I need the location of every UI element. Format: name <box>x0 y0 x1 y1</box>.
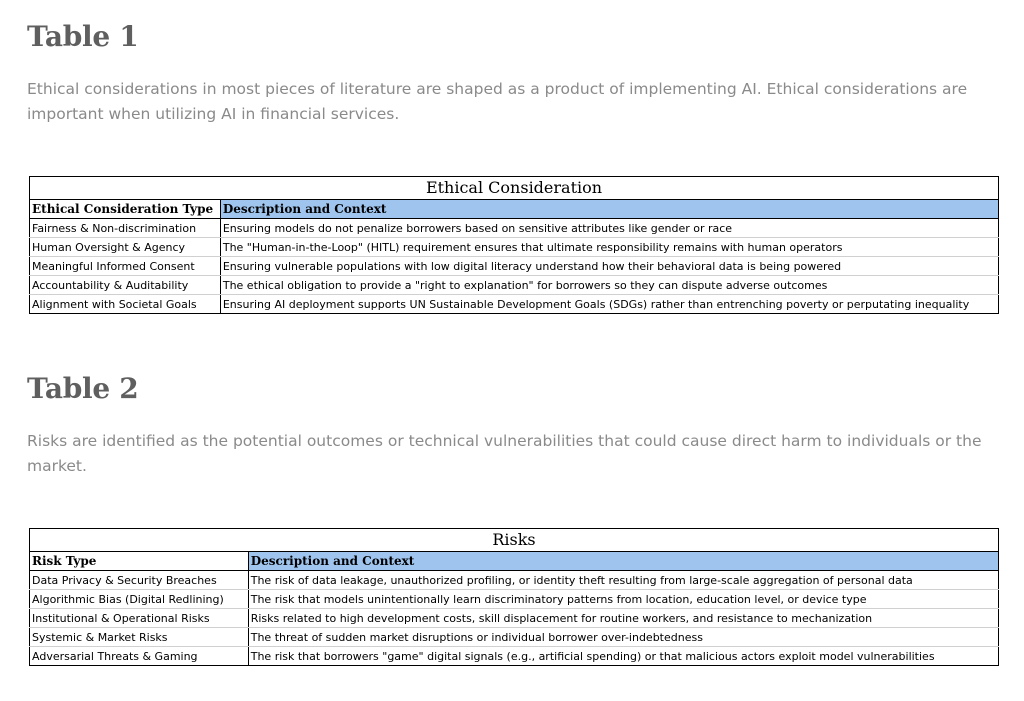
table1-intro: Ethical considerations in most pieces of literature are shaped as a product of implementing AI. Ethical considerations are important when utilizing AI in financial services. <box>27 80 968 123</box>
column-header: Description and Context <box>220 200 998 219</box>
column-header: Ethical Consideration Type <box>30 200 221 219</box>
row-type-cell: Adversarial Threats & Gaming <box>30 647 249 666</box>
row-description-cell: Ensuring models do not penalize borrowers based on sensitive attributes like gender or race <box>220 219 998 238</box>
table-caption: Ethical Consideration <box>30 177 999 200</box>
risks-table <box>29 528 999 666</box>
row-type-cell: Systemic & Market Risks <box>30 628 249 647</box>
row-type-cell: Data Privacy & Security Breaches <box>30 571 249 590</box>
table-row <box>30 628 999 647</box>
column-header: Risk Type <box>30 552 249 571</box>
table-row <box>30 647 999 666</box>
table-row <box>30 238 999 257</box>
row-type-cell: Institutional & Operational Risks <box>30 609 249 628</box>
table-row <box>30 571 999 590</box>
table-row <box>30 219 999 238</box>
row-description-cell: The risk that borrowers "game" digital signals (e.g., artificial spending) or that malicious actors exploit model vulnerabilities <box>248 647 998 666</box>
row-type-cell: Accountability & Auditability <box>30 276 221 295</box>
ethical-consideration-table <box>29 176 999 314</box>
row-description-cell: The ethical obligation to provide a "right to explanation" for borrowers so they can dispute adverse outcomes <box>220 276 998 295</box>
row-description-cell: The risk that models unintentionally learn discriminatory patterns from location, education level, or device type <box>248 590 998 609</box>
column-header: Description and Context <box>248 552 998 571</box>
row-type-cell: Human Oversight & Agency <box>30 238 221 257</box>
table2-intro: Risks are identified as the potential outcomes or technical vulnerabilities that could cause direct harm to individuals or the market. <box>27 432 982 475</box>
table2-heading: Table 2 <box>27 372 139 405</box>
row-type-cell: Meaningful Informed Consent <box>30 257 221 276</box>
table-caption: Risks <box>30 529 999 552</box>
table-row <box>30 295 999 314</box>
table-row <box>30 590 999 609</box>
row-type-cell: Algorithmic Bias (Digital Redlining) <box>30 590 249 609</box>
table-row <box>30 257 999 276</box>
row-description-cell: The threat of sudden market disruptions or individual borrower over-indebtedness <box>248 628 998 647</box>
row-description-cell: Ensuring vulnerable populations with low digital literacy understand how their behavioral data is being powered <box>220 257 998 276</box>
row-type-cell: Alignment with Societal Goals <box>30 295 221 314</box>
row-description-cell: The risk of data leakage, unauthorized profiling, or identity theft resulting from large-scale aggregation of personal data <box>248 571 998 590</box>
row-description-cell: The "Human-in-the-Loop" (HITL) requirement ensures that ultimate responsibility remains with human operators <box>220 238 998 257</box>
table-row <box>30 609 999 628</box>
table1-heading: Table 1 <box>27 20 139 53</box>
row-description-cell: Ensuring AI deployment supports UN Sustainable Development Goals (SDGs) rather than entrenching poverty or perputating inequality <box>220 295 998 314</box>
row-type-cell: Fairness & Non-discrimination <box>30 219 221 238</box>
table-row <box>30 276 999 295</box>
row-description-cell: Risks related to high development costs, skill displacement for routine workers, and resistance to mechanization <box>248 609 998 628</box>
